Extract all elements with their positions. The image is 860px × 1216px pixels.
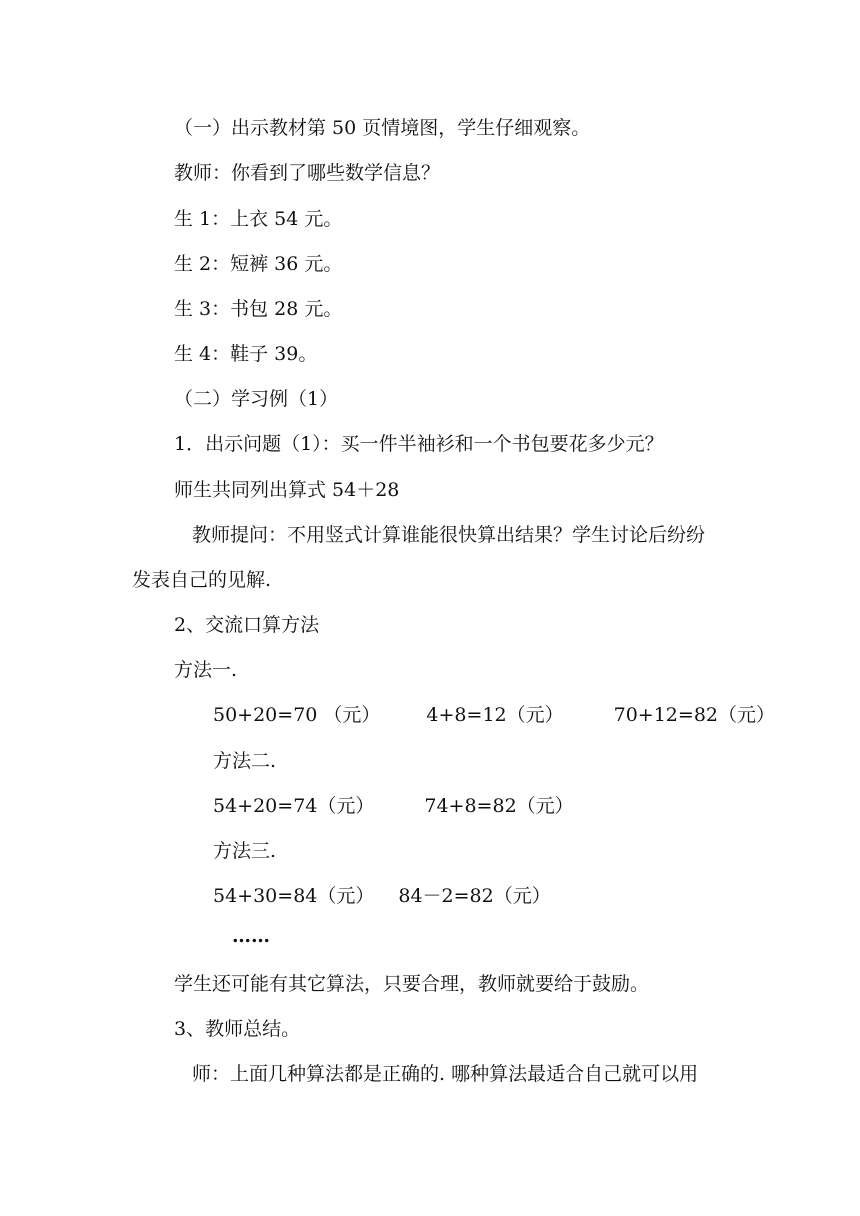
problem-statement: 1．出示问题（1）：买一件半袖衫和一个书包要花多少元？ [174,433,664,455]
calc-step: 74+8=82（元） [424,795,574,817]
section-one-heading: （一）出示教材第 50 页情境图，学生仔细观察。 [174,117,591,139]
ellipsis: …… [232,925,270,947]
student-2-answer: 生 2：短裤 36 元。 [174,253,343,275]
calc-step: 54+20=74（元） [213,795,375,817]
student-1-answer: 生 1：上衣 54 元。 [174,208,343,230]
teacher-question: 教师：你看到了哪些数学信息？ [174,162,441,184]
student-3-answer: 生 3：书包 28 元。 [174,298,343,320]
calc-step: 54+30=84（元） [213,885,375,907]
method-two-calculations [213,797,574,816]
calc-step: 4+8=12（元） [426,704,564,726]
method-one-label: 方法一. [174,659,238,681]
method-three-label: 方法三. [213,840,277,862]
method-two-label: 方法二. [213,750,277,772]
calc-step: 84－2=82（元） [398,885,551,907]
encouragement-note: 学生还可能有其它算法，只要合理，教师就要给于鼓励。 [174,973,650,995]
section-two-heading: （二）学习例（1） [174,388,339,410]
oral-methods-heading: 2、交流口算方法 [174,614,320,636]
method-one-calculations [213,706,775,725]
teacher-prompt-line-2: 发表自己的见解. [132,569,272,591]
teacher-summary: 师：上面几种算法都是正确的. 哪种算法最适合自己就可以用 [192,1063,699,1085]
summary-heading: 3、教师总结。 [174,1018,301,1040]
calc-step: 70+12=82（元） [613,704,775,726]
teacher-prompt-line-1: 教师提问：不用竖式计算谁能很快算出结果？学生讨论后纷纷 [192,524,706,546]
calc-step: 50+20=70 （元） [213,704,381,726]
equation-line: 师生共同列出算式 54＋28 [174,479,400,501]
student-4-answer: 生 4：鞋子 39。 [174,343,318,365]
method-three-calculations [213,887,551,906]
